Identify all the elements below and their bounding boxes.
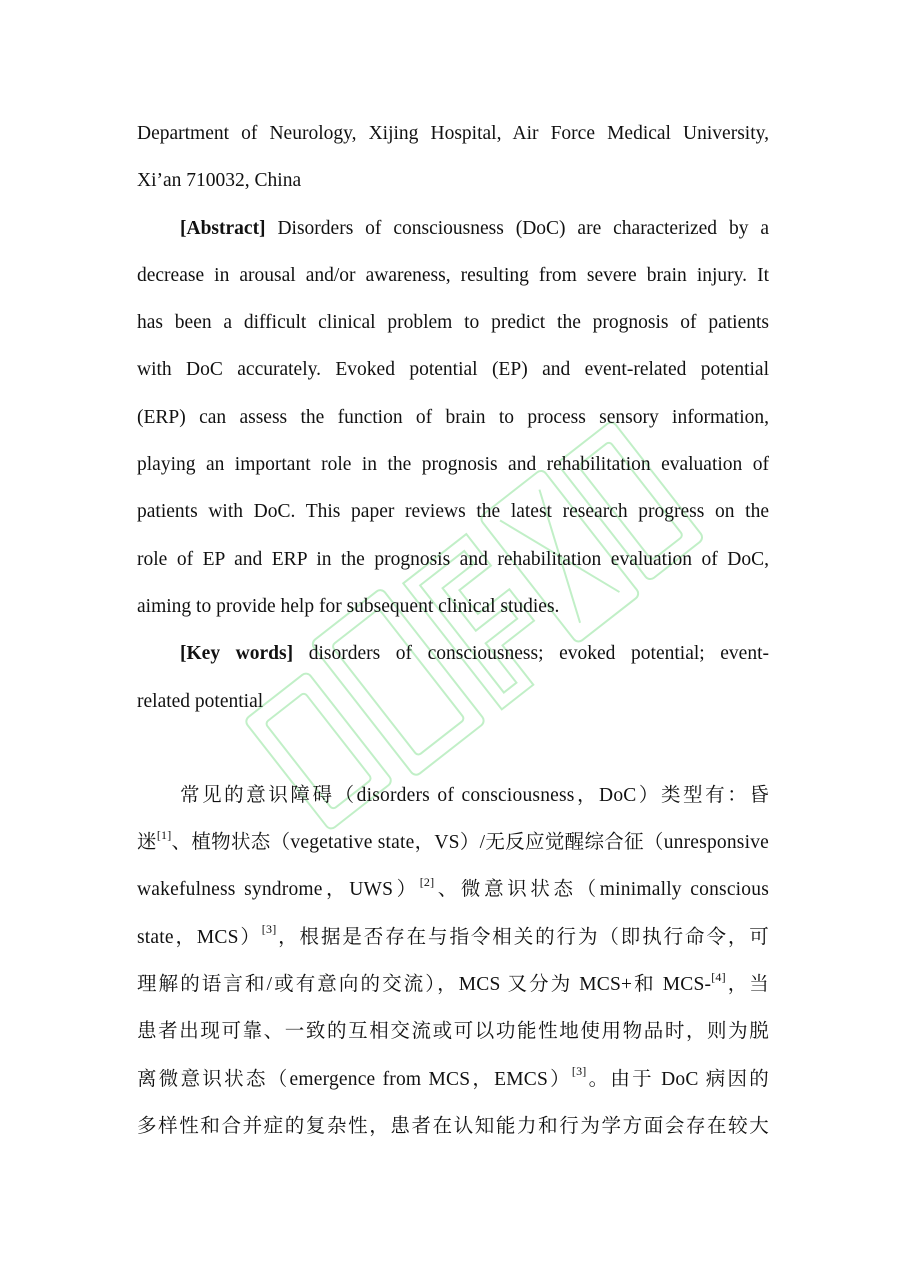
body-text: state，MCS） (137, 926, 262, 948)
keywords-text: disorders of consciousness; evoked potential; event- (293, 643, 769, 665)
citation-ref[interactable]: [3] (261, 922, 277, 937)
body-line (137, 914, 769, 961)
body-text: 。由于 DoC 病因的 (586, 1068, 770, 1090)
body-text: wakefulness syndrome，UWS） (137, 879, 420, 901)
body-line: 常见的意识障碍（disorders of consciousness，DoC）类型有：昏 (180, 784, 769, 806)
body-text: 、植物状态（vegetative state，VS）/无反应觉醒综合征（unresponsive (171, 832, 770, 854)
abstract-line: aiming to provide help for subsequent clinical studies. (137, 595, 560, 617)
keywords-line (137, 630, 769, 677)
affiliation-line-2: Xi’an 710032, China (137, 170, 302, 192)
abstract-line: playing an important role in the prognosis and rehabilitation evaluation of (137, 454, 769, 476)
citation-ref[interactable]: [4] (711, 969, 726, 984)
body-line: 患者出现可靠、一致的互相交流或可以功能性地使用物品时，则为脱 (137, 1021, 769, 1043)
citation-ref[interactable]: [3] (571, 1064, 587, 1079)
body-text: 离微意识状态（emergence from MCS，EMCS） (137, 1068, 572, 1090)
body-line: 多样性和合并症的复杂性，患者在认知能力和行为学方面会存在较大 (137, 1115, 769, 1137)
abstract-line: has been a difficult clinical problem to predict the prognosis of patients (137, 312, 769, 334)
paper-page (137, 110, 769, 1150)
abstract-line: with DoC accurately. Evoked potential (EP) and event-related potential (137, 359, 769, 381)
affiliation-line-1: Department of Neurology, Xijing Hospital, Air Force Medical University, (137, 123, 769, 144)
body-text: 、微意识状态（minimally conscious (434, 879, 769, 901)
section-gap (137, 725, 769, 772)
body-text: ，根据是否存在与指令相关的行为（即执行命令，可 (276, 926, 769, 948)
body-line (137, 961, 769, 1008)
keywords-section (137, 630, 769, 725)
abstract-line: decrease in arousal and/or awareness, resulting from severe brain injury. It (137, 264, 769, 286)
body-line (137, 819, 769, 866)
citation-ref[interactable]: [2] (419, 874, 435, 889)
body-paragraph (137, 772, 769, 1150)
keywords-label: [Key words] (180, 643, 294, 665)
abstract-line: (ERP) can assess the function of brain to process sensory information, (137, 406, 769, 428)
citation-ref[interactable]: [1] (156, 827, 172, 842)
abstract-line: role of EP and ERP in the prognosis and rehabilitation evaluation of DoC, (137, 548, 769, 570)
abstract-section (137, 205, 769, 631)
abstract-line (137, 205, 769, 252)
body-line (137, 1056, 769, 1103)
body-text: ，当 (725, 974, 769, 996)
body-text: 迷 (137, 832, 157, 854)
abstract-line: patients with DoC. This paper reviews the latest research progress on the (137, 501, 769, 523)
body-line (137, 866, 769, 913)
abstract-text: Disorders of consciousness (DoC) are characterized by a (265, 217, 769, 239)
body-text: 理解的语言和/或有意向的交流），MCS 又分为 MCS+和 MCS- (137, 974, 712, 996)
abstract-label: [Abstract] (180, 217, 266, 239)
keywords-line: related potential (137, 690, 264, 712)
